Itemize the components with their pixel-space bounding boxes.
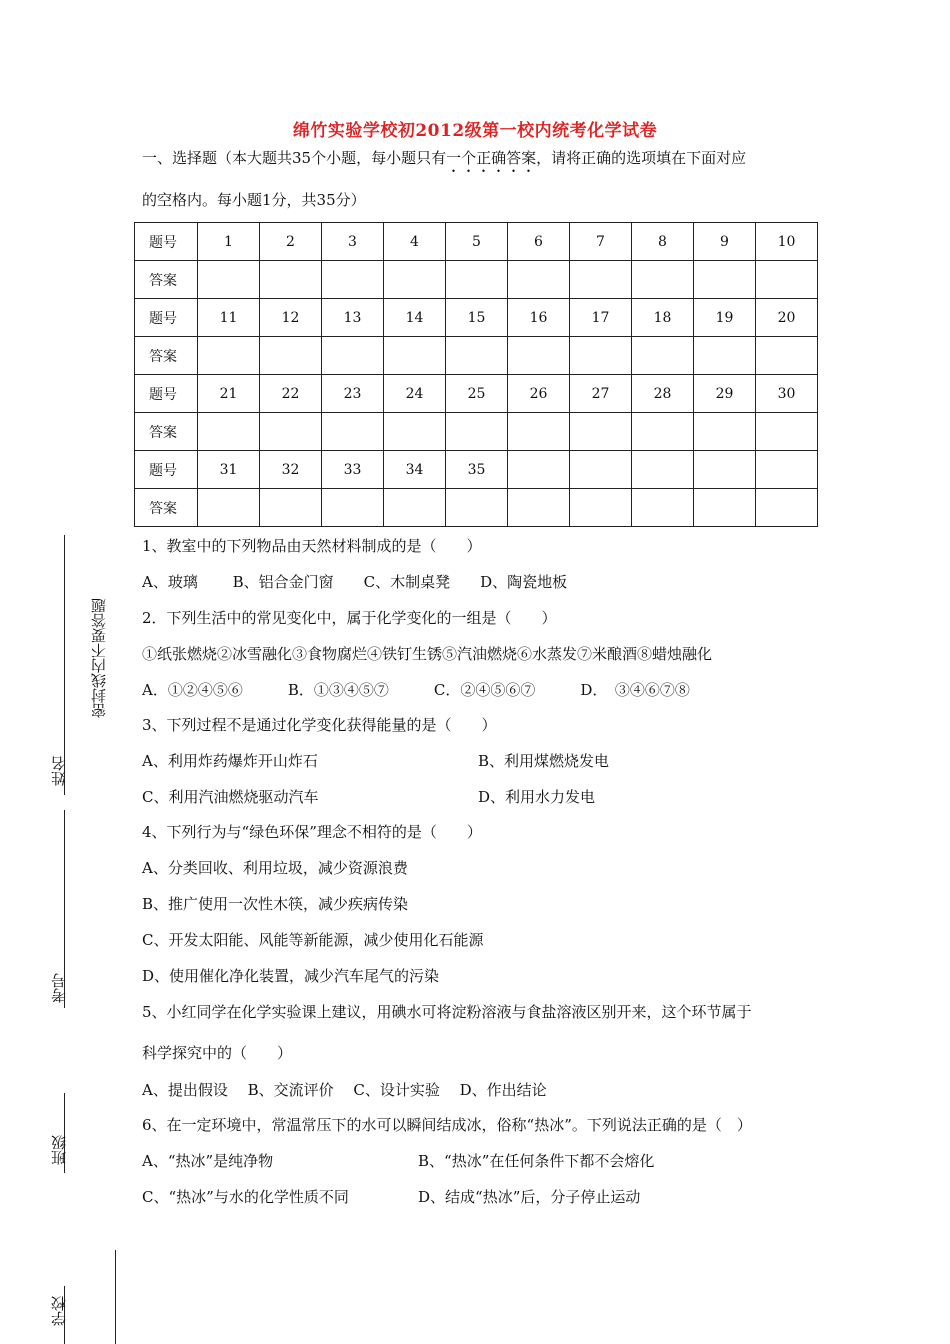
table-row-label: 题号 [135, 223, 198, 261]
table-row-numbers [135, 375, 818, 413]
answer-cell[interactable] [508, 261, 570, 299]
table-row-answers [135, 337, 818, 375]
binding-line [115, 1250, 116, 1344]
question-number-cell: 7 [570, 223, 632, 261]
answer-cell[interactable] [446, 337, 508, 375]
answer-cell[interactable] [756, 413, 818, 451]
answer-cell[interactable] [694, 337, 756, 375]
question-number-cell: 12 [260, 299, 322, 337]
table-row-label: 题号 [135, 375, 198, 413]
question-number-cell: 21 [198, 375, 260, 413]
answer-table [134, 222, 818, 527]
question-3: 3、下列过程不是通过化学变化获得能量的是（ ） [142, 716, 497, 734]
question-4-option-b: B、推广使用一次性木筷，减少疾病传染 [142, 895, 409, 913]
question-number-cell [632, 451, 694, 489]
table-row-answers [135, 489, 818, 527]
question-number-cell: 20 [756, 299, 818, 337]
exam-no-label: 考号 [50, 973, 68, 1003]
question-number-cell: 19 [694, 299, 756, 337]
answer-cell[interactable] [508, 489, 570, 527]
answer-cell[interactable] [694, 489, 756, 527]
answer-cell[interactable] [570, 337, 632, 375]
answer-cell[interactable] [384, 261, 446, 299]
answer-cell[interactable] [632, 413, 694, 451]
instructions-line1 [142, 147, 746, 176]
question-number-cell: 32 [260, 451, 322, 489]
question-number-cell: 26 [508, 375, 570, 413]
question-number-cell: 24 [384, 375, 446, 413]
name-label: 姓名 [50, 756, 68, 786]
table-row-answers [135, 261, 818, 299]
question-number-cell: 28 [632, 375, 694, 413]
question-number-cell: 18 [632, 299, 694, 337]
question-number-cell: 35 [446, 451, 508, 489]
answer-cell[interactable] [756, 261, 818, 299]
question-number-cell: 10 [756, 223, 818, 261]
table-row-label: 答案 [135, 413, 198, 451]
question-number-cell: 34 [384, 451, 446, 489]
table-row-label: 答案 [135, 337, 198, 375]
answer-cell[interactable] [322, 489, 384, 527]
answer-cell[interactable] [198, 489, 260, 527]
question-number-cell: 15 [446, 299, 508, 337]
table-row-answers [135, 413, 818, 451]
answer-cell[interactable] [632, 489, 694, 527]
question-3-option-a: A、利用炸药爆炸开山炸石 [142, 752, 318, 770]
question-number-cell: 30 [756, 375, 818, 413]
table-row-label: 答案 [135, 489, 198, 527]
question-number-cell: 4 [384, 223, 446, 261]
answer-cell[interactable] [446, 413, 508, 451]
question-number-cell [570, 451, 632, 489]
table-row-numbers [135, 299, 818, 337]
question-5-options: A、提出假设 B、交流评价 C、设计实验 D、作出结论 [142, 1081, 547, 1099]
instructions-text-b: ，请将正确的选项填在下面对应 [536, 149, 747, 167]
answer-cell[interactable] [570, 489, 632, 527]
question-6: 6、在一定环境中，常温常压下的水可以瞬间结成冰，俗称“热冰”。下列说法正确的是（ ） [142, 1116, 752, 1134]
question-number-cell: 1 [198, 223, 260, 261]
question-number-cell: 3 [322, 223, 384, 261]
question-number-cell [694, 451, 756, 489]
instructions-line2: 的空格内。每小题1分，共35分） [142, 191, 366, 209]
question-5-line2: 科学探究中的（ ） [142, 1044, 293, 1062]
question-number-cell: 17 [570, 299, 632, 337]
answer-cell[interactable] [322, 337, 384, 375]
table-row-label: 题号 [135, 451, 198, 489]
question-6-option-b: B、“热冰”在任何条件下都不会熔化 [418, 1152, 655, 1170]
instructions-text-a: 一、选择题（本大题共35个小题，每小题只有 [142, 149, 447, 167]
question-number-cell: 31 [198, 451, 260, 489]
question-4-option-d: D、使用催化净化装置，减少汽车尾气的污染 [142, 967, 440, 985]
answer-cell[interactable] [260, 489, 322, 527]
question-3-option-b: B、利用煤燃烧发电 [478, 752, 610, 770]
answer-cell[interactable] [756, 337, 818, 375]
answer-cell[interactable] [198, 413, 260, 451]
question-2-items: ①纸张燃烧②冰雪融化③食物腐烂④铁钉生锈⑤汽油燃烧⑥水蒸发⑦米酿酒⑧蜡烛融化 [142, 645, 713, 663]
question-3-option-d: D、利用水力发电 [478, 788, 596, 806]
question-number-cell: 27 [570, 375, 632, 413]
question-number-cell: 22 [260, 375, 322, 413]
school-label: 学校 [50, 1296, 68, 1326]
seal-line-notice: 密封线内不要答题 [90, 598, 108, 718]
answer-cell[interactable] [446, 489, 508, 527]
table-row-label: 答案 [135, 261, 198, 299]
answer-cell[interactable] [632, 261, 694, 299]
answer-cell[interactable] [384, 413, 446, 451]
question-number-cell: 9 [694, 223, 756, 261]
answer-cell[interactable] [446, 261, 508, 299]
question-1-options: A、玻璃 B、铝合金门窗 C、木制桌凳 D、陶瓷地板 [142, 573, 568, 591]
question-3-option-c: C、利用汽油燃烧驱动汽车 [142, 788, 319, 806]
answer-cell[interactable] [508, 413, 570, 451]
question-6-option-a: A、“热冰”是纯净物 [142, 1152, 274, 1170]
answer-cell[interactable] [694, 261, 756, 299]
answer-cell[interactable] [384, 489, 446, 527]
question-6-option-c: C、“热冰”与水的化学性质不同 [142, 1188, 349, 1206]
question-number-cell: 23 [322, 375, 384, 413]
answer-cell[interactable] [198, 261, 260, 299]
question-1: 1、教室中的下列物品由天然材料制成的是（ ） [142, 537, 482, 555]
question-number-cell: 5 [446, 223, 508, 261]
answer-cell[interactable] [632, 337, 694, 375]
question-number-cell [756, 451, 818, 489]
question-4-option-a: A、分类回收、利用垃圾，减少资源浪费 [142, 859, 408, 877]
answer-cell[interactable] [322, 261, 384, 299]
question-number-cell: 14 [384, 299, 446, 337]
table-row-numbers [135, 223, 818, 261]
class-label: 班级 [50, 1135, 68, 1165]
question-2: 2．下列生活中的常见变化中，属于化学变化的一组是（ ） [142, 609, 557, 627]
answer-cell[interactable] [570, 413, 632, 451]
question-number-cell: 11 [198, 299, 260, 337]
answer-cell[interactable] [260, 413, 322, 451]
question-4-option-c: C、开发太阳能、风能等新能源，减少使用化石能源 [142, 931, 484, 949]
question-number-cell: 29 [694, 375, 756, 413]
question-5-line1: 5、小红同学在化学实验课上建议，用碘水可将淀粉溶液与食盐溶液区别开来，这个环节属于 [142, 1003, 752, 1021]
answer-cell[interactable] [322, 413, 384, 451]
question-number-cell: 13 [322, 299, 384, 337]
question-number-cell: 16 [508, 299, 570, 337]
exam-title: 绵竹实验学校初2012级第一校内统考化学试卷 [292, 121, 658, 141]
answer-cell[interactable] [694, 413, 756, 451]
question-number-cell: 6 [508, 223, 570, 261]
question-number-cell: 8 [632, 223, 694, 261]
question-number-cell: 25 [446, 375, 508, 413]
question-number-cell [508, 451, 570, 489]
answer-cell[interactable] [260, 337, 322, 375]
question-2-options: A．①②④⑤⑥ B．①③④⑤⑦ C．②④⑤⑥⑦ D． ③④⑥⑦⑧ [142, 681, 690, 699]
answer-cell[interactable] [508, 337, 570, 375]
question-4: 4、下列行为与“绿色环保”理念不相符的是（ ） [142, 823, 482, 841]
question-number-cell: 33 [322, 451, 384, 489]
question-number-cell: 2 [260, 223, 322, 261]
answer-cell[interactable] [756, 489, 818, 527]
answer-cell[interactable] [384, 337, 446, 375]
answer-cell[interactable] [570, 261, 632, 299]
instructions-emphasis: 一个正确答案 [446, 149, 537, 167]
table-row-numbers [135, 451, 818, 489]
answer-cell[interactable] [260, 261, 322, 299]
answer-cell[interactable] [198, 337, 260, 375]
question-6-option-d: D、结成“热冰”后，分子停止运动 [418, 1188, 641, 1206]
table-row-label: 题号 [135, 299, 198, 337]
